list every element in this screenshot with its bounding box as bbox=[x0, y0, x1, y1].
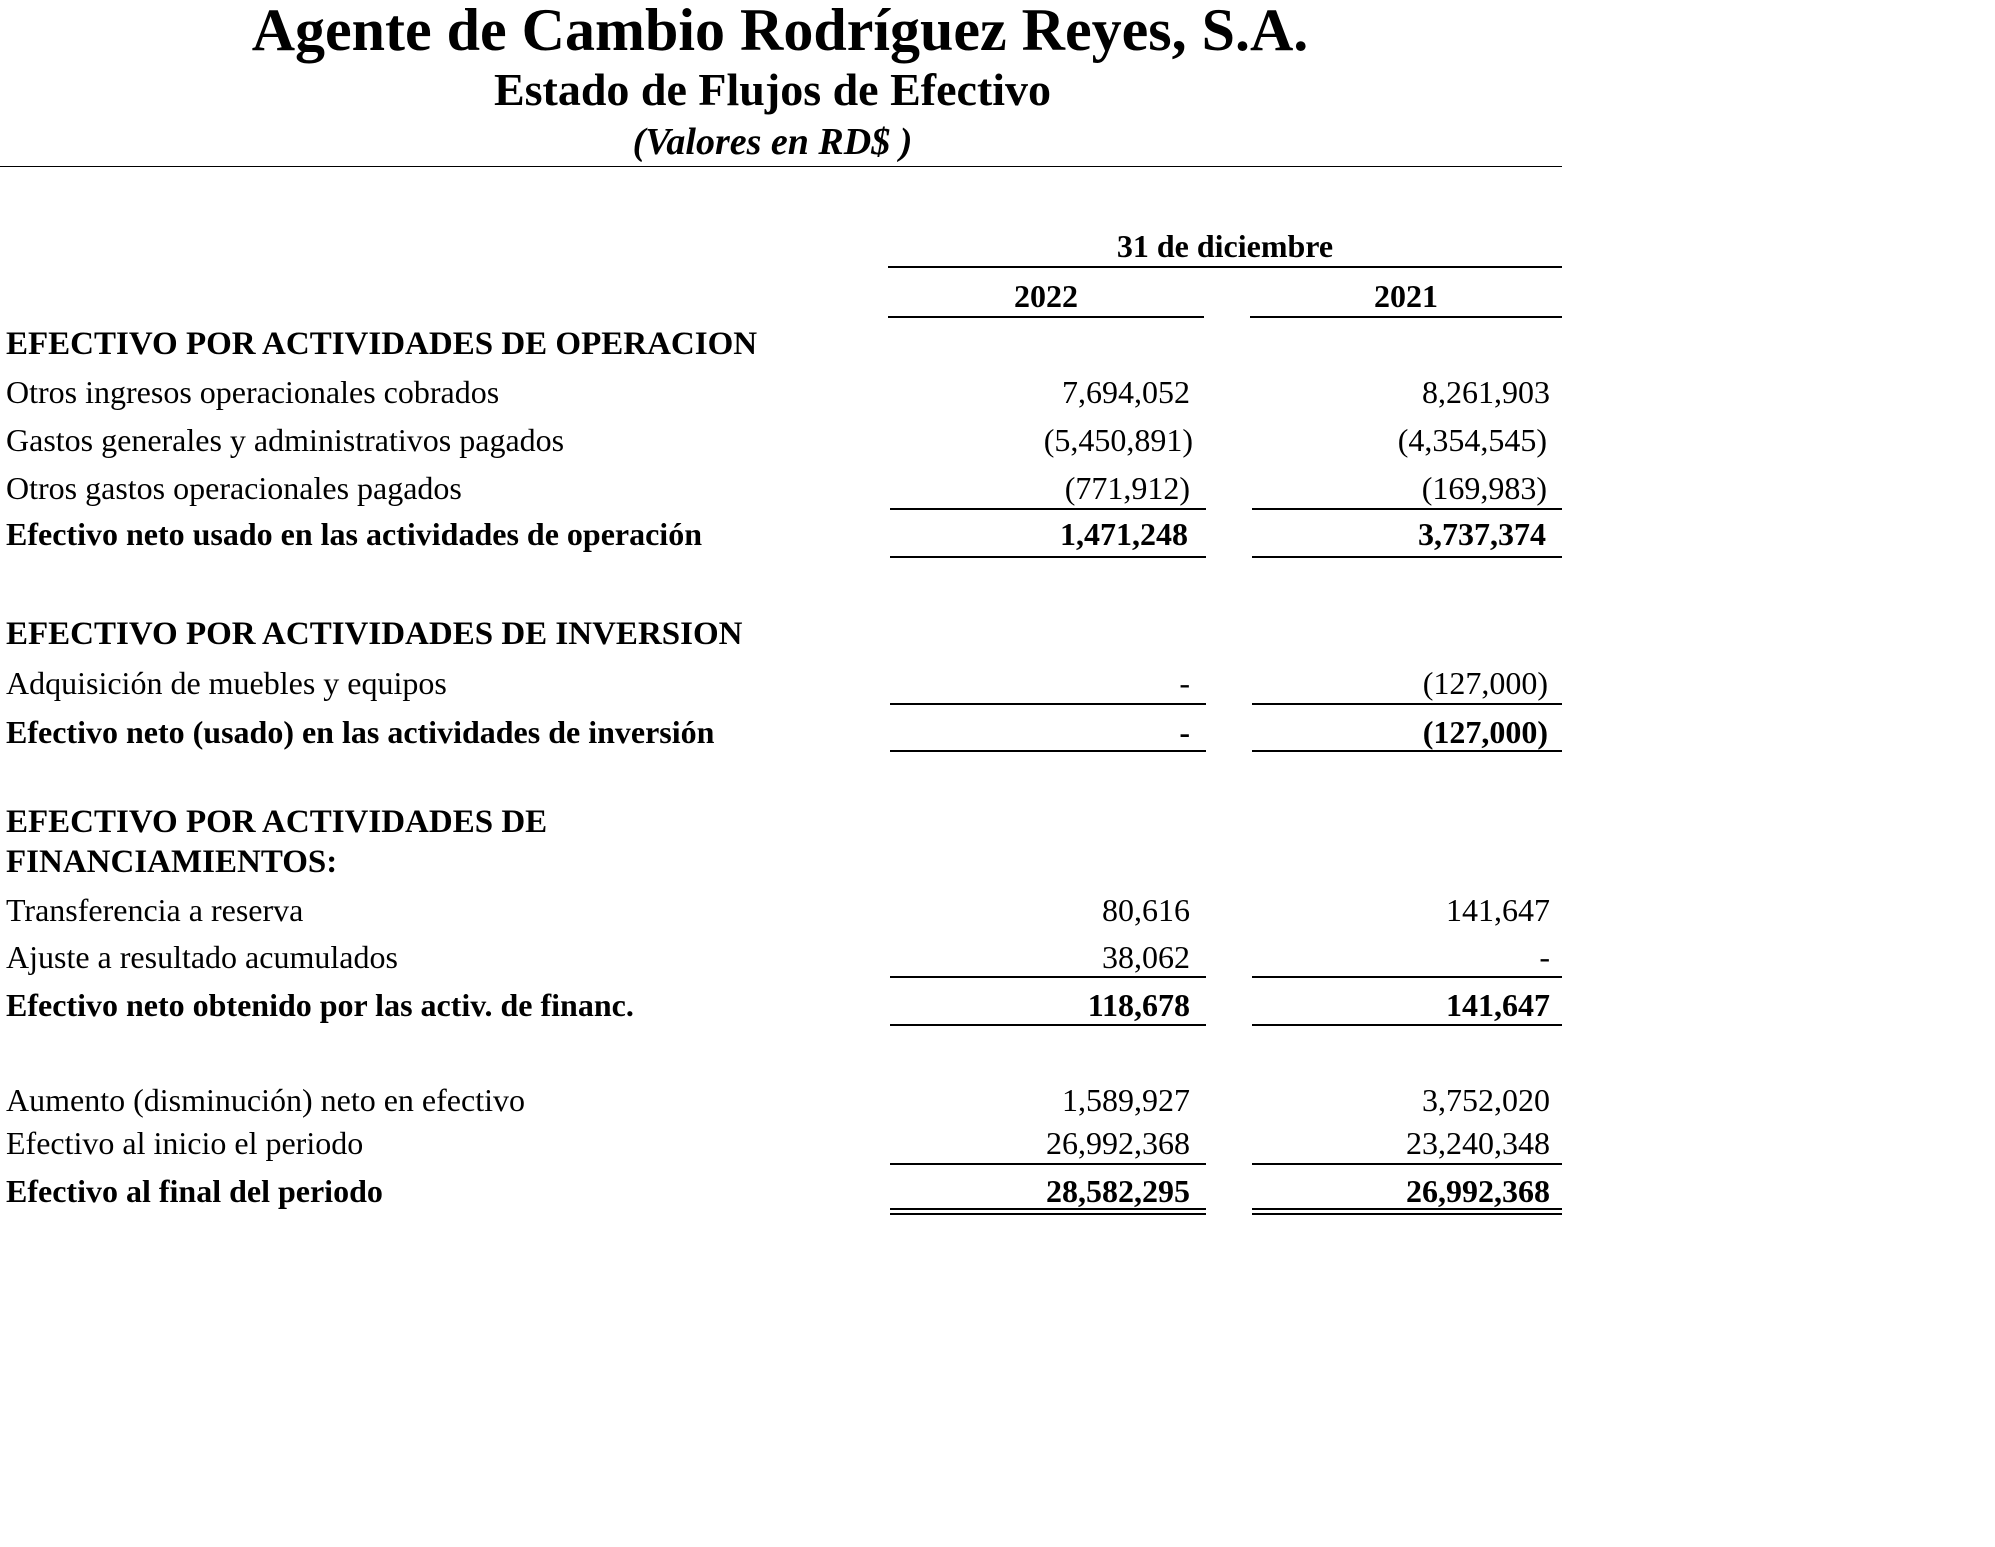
row-value-2021: 141,647 bbox=[1446, 892, 1550, 928]
total-value-2022: - bbox=[1179, 714, 1190, 750]
row-value-2021: 8,261,903 bbox=[1422, 374, 1550, 410]
row-value-2022: - bbox=[1179, 665, 1190, 701]
row-value-2021: 23,240,348 bbox=[1406, 1125, 1550, 1161]
period-underline bbox=[888, 266, 1562, 268]
row-value-2021: - bbox=[1539, 939, 1550, 975]
row-label: Otros gastos operacionales pagados bbox=[6, 470, 462, 506]
total-value-2021: 26,992,368 bbox=[1406, 1173, 1550, 1209]
grand-total-double-rule-2021 bbox=[1252, 1208, 1562, 1215]
row-value-2021: (169,983) bbox=[1421, 470, 1547, 506]
total-label: Efectivo al final del periodo bbox=[6, 1173, 383, 1209]
year-2021-underline bbox=[1250, 316, 1562, 318]
total-value-2021: 141,647 bbox=[1446, 987, 1550, 1023]
grand-total-double-rule-2022 bbox=[890, 1208, 1206, 1215]
row-label: Adquisición de muebles y equipos bbox=[6, 665, 447, 701]
subtotal-rule-2022 bbox=[890, 703, 1206, 705]
currency-note: (Valores en RD$ ) bbox=[632, 121, 913, 163]
total-label: Efectivo neto obtenido por las activ. de financ. bbox=[6, 987, 634, 1023]
header-rule bbox=[0, 166, 1562, 167]
operating-section-title: EFECTIVO POR ACTIVIDADES DE OPERACION bbox=[6, 326, 758, 362]
total-rule-2021 bbox=[1252, 1024, 1562, 1026]
row-value-2021: (127,000) bbox=[1422, 665, 1548, 701]
financing-section-title-line1: EFECTIVO POR ACTIVIDADES DE bbox=[6, 804, 548, 840]
row-label: Transferencia a reserva bbox=[6, 892, 304, 928]
total-rule-2022 bbox=[890, 1024, 1206, 1026]
row-label: Efectivo al inicio el periodo bbox=[6, 1125, 364, 1161]
row-value-2021: (4,354,545) bbox=[1397, 422, 1547, 458]
row-label: Aumento (disminución) neto en efectivo bbox=[6, 1082, 525, 1118]
row-value-2022: 38,062 bbox=[1102, 939, 1190, 975]
subtotal-rule-2022 bbox=[890, 976, 1206, 978]
row-value-2022: (771,912) bbox=[1064, 470, 1190, 506]
total-value-2022: 1,471,248 bbox=[1060, 516, 1188, 552]
company-name: Agente de Cambio Rodríguez Reyes, S.A. bbox=[251, 0, 1309, 63]
total-label: Efectivo neto usado en las actividades de operación bbox=[6, 516, 702, 552]
total-value-2021: 3,737,374 bbox=[1418, 516, 1546, 552]
row-value-2022: 80,616 bbox=[1102, 892, 1190, 928]
row-value-2022: 1,589,927 bbox=[1062, 1082, 1190, 1118]
total-rule-2022 bbox=[890, 750, 1206, 752]
total-value-2022: 118,678 bbox=[1087, 987, 1190, 1023]
total-rule-2021 bbox=[1252, 556, 1562, 558]
row-value-2022: 7,694,052 bbox=[1062, 374, 1190, 410]
row-value-2021: 3,752,020 bbox=[1422, 1082, 1550, 1118]
investing-section-title: EFECTIVO POR ACTIVIDADES DE INVERSION bbox=[6, 616, 743, 652]
total-rule-2022 bbox=[890, 556, 1206, 558]
statement-title: Estado de Flujos de Efectivo bbox=[493, 64, 1052, 115]
financing-section-title-line2: FINANCIAMIENTOS: bbox=[6, 844, 338, 880]
year-2022-underline bbox=[888, 316, 1204, 318]
total-rule-2021 bbox=[1252, 750, 1562, 752]
total-label: Efectivo neto (usado) en las actividades de inversión bbox=[6, 714, 715, 750]
row-value-2022: (5,450,891) bbox=[1043, 422, 1193, 458]
subtotal-rule-2022 bbox=[890, 508, 1206, 510]
row-label: Gastos generales y administrativos pagados bbox=[6, 422, 565, 458]
subtotal-rule-2021 bbox=[1252, 508, 1562, 510]
year-2022-heading: 2022 bbox=[1014, 278, 1078, 314]
subtotal-rule-2022 bbox=[890, 1163, 1206, 1165]
row-value-2022: 26,992,368 bbox=[1046, 1125, 1190, 1161]
subtotal-rule-2021 bbox=[1252, 703, 1562, 705]
year-2021-heading: 2021 bbox=[1374, 278, 1438, 314]
row-label: Ajuste a resultado acumulados bbox=[6, 939, 398, 975]
period-heading: 31 de diciembre bbox=[1116, 228, 1334, 264]
subtotal-rule-2021 bbox=[1252, 1163, 1562, 1165]
subtotal-rule-2021 bbox=[1252, 976, 1562, 978]
total-value-2021: (127,000) bbox=[1422, 714, 1548, 750]
row-label: Otros ingresos operacionales cobrados bbox=[6, 374, 500, 410]
total-value-2022: 28,582,295 bbox=[1046, 1173, 1190, 1209]
